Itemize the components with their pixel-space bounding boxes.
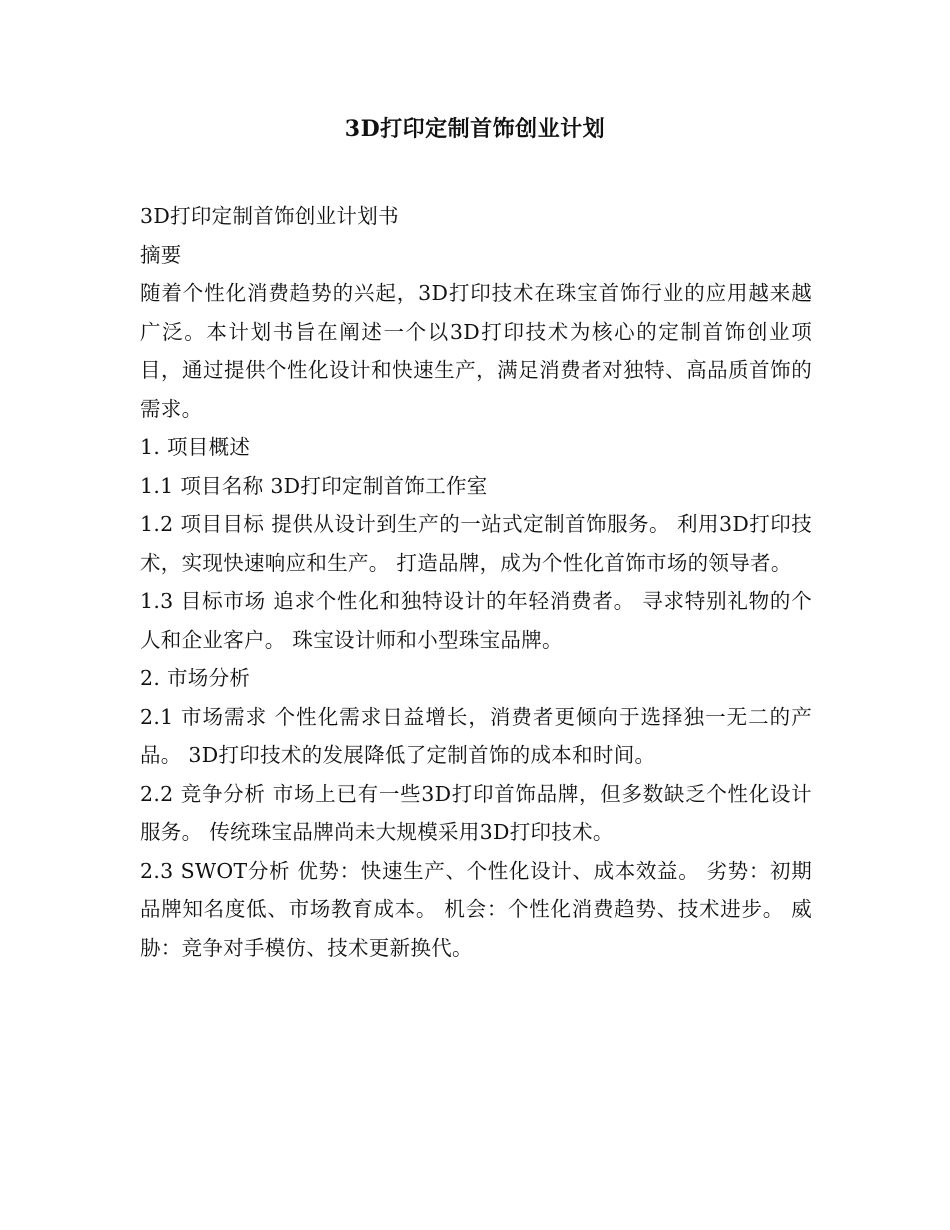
project-name-paragraph: 1.1 项目名称 3D打印定制首饰工作室 xyxy=(140,473,488,498)
target-market-paragraph: 1.3 目标市场 追求个性化和独特设计的年轻消费者。 寻求特别礼物的个人和企业客户。 珠宝设计师和小型珠宝品牌。 xyxy=(140,589,812,652)
document-body xyxy=(140,197,812,967)
project-goals-paragraph: 1.2 项目目标 提供从设计到生产的一站式定制首饰服务。 利用3D打印技术，实现快速响应和生产。 打造品牌，成为个性化首饰市场的领导者。 xyxy=(140,512,812,575)
document-title: 3D打印定制首饰创业计划 xyxy=(344,116,606,142)
abstract-paragraph: 随着个性化消费趋势的兴起，3D打印技术在珠宝首饰行业的应用越来越广泛。本计划书旨在阐述一个以3D打印技术为核心的定制首饰创业项目，通过提供个性化设计和快速生产，满足消费者对独特、高品质首饰的需求。 xyxy=(140,281,812,421)
section-heading-market-analysis: 2. 市场分析 xyxy=(140,666,251,690)
market-demand-paragraph: 2.1 市场需求 个性化需求日益增长，消费者更倾向于选择独一无二的产品。 3D打印技术的发展降低了定制首饰的成本和时间。 xyxy=(140,704,812,767)
swot-analysis-paragraph: 2.3 SWOT分析 优势：快速生产、个性化设计、成本效益。 劣势：初期品牌知名度低、市场教育成本。 机会：个性化消费趋势、技术进步。 威胁：竞争对手模仿、技术更新换代。 xyxy=(140,858,812,960)
subtitle-paragraph: 3D打印定制首饰创业计划书 xyxy=(140,204,399,228)
section-heading-overview: 1. 项目概述 xyxy=(140,435,251,459)
abstract-heading: 摘要 xyxy=(140,242,182,267)
competition-analysis-paragraph: 2.2 竞争分析 市场上已有一些3D打印首饰品牌，但多数缺乏个性化设计服务。 传统珠宝品牌尚未大规模采用3D打印技术。 xyxy=(140,781,812,844)
